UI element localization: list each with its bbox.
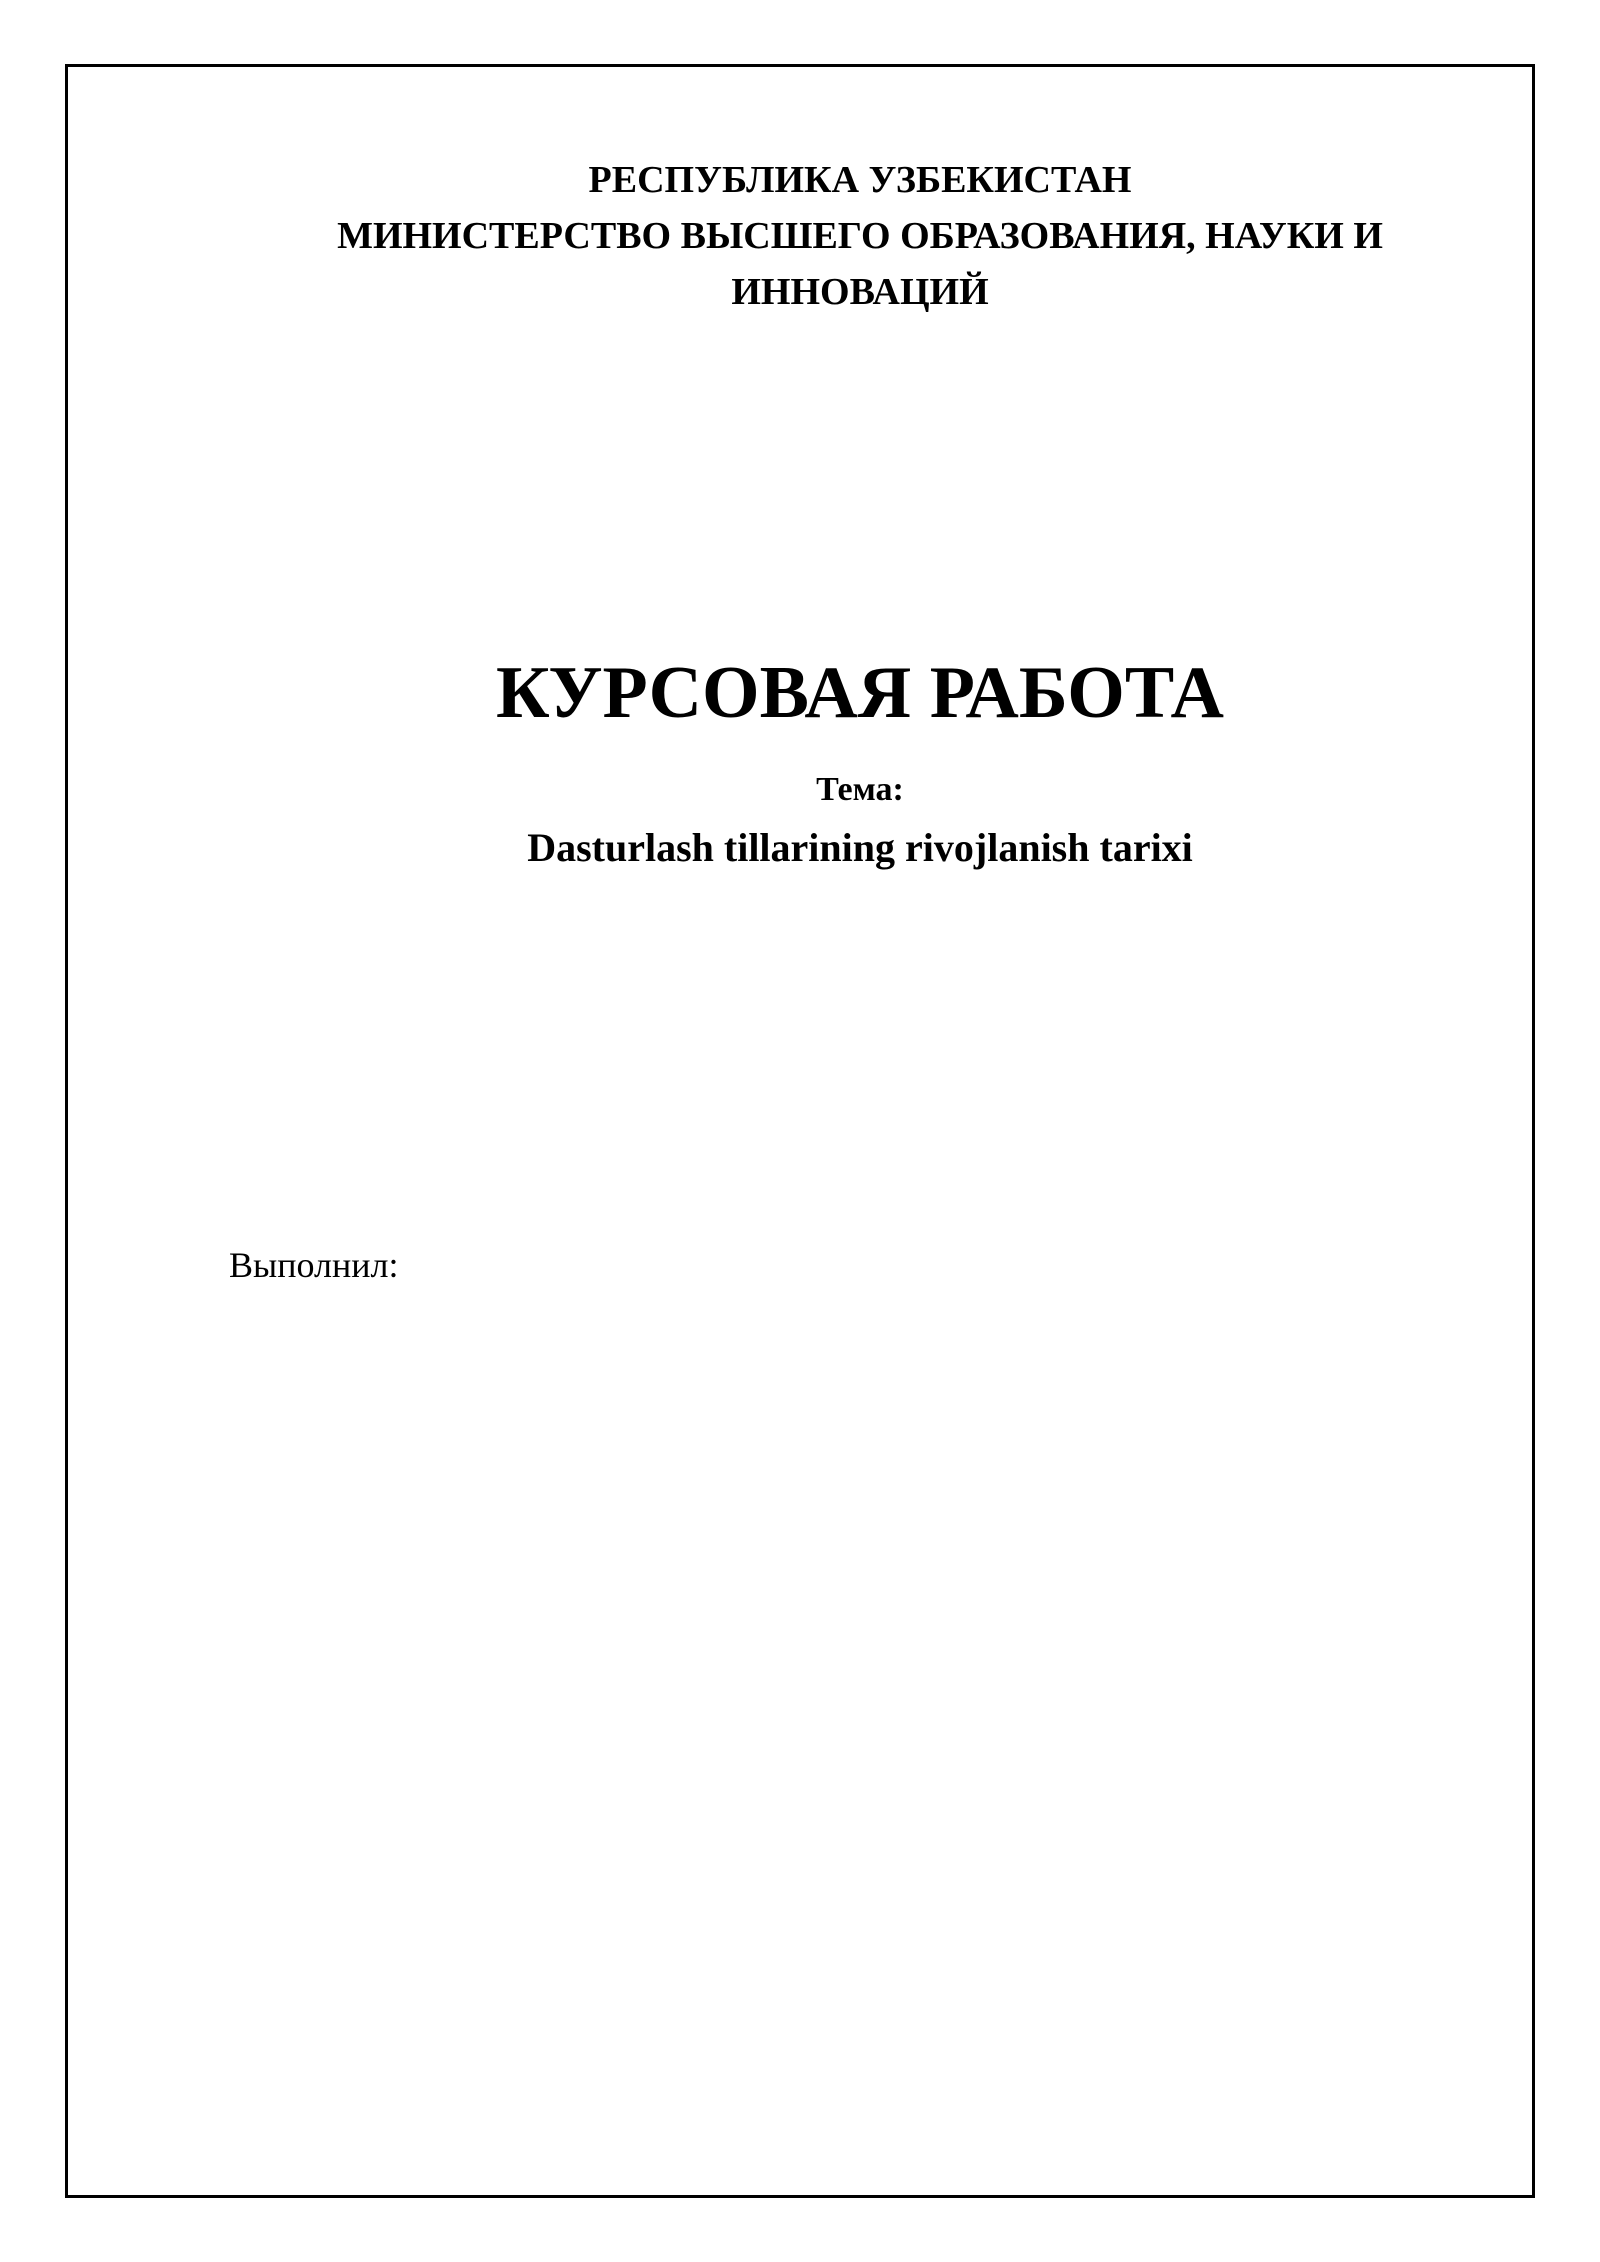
ministry-name-line1: МИНИСТЕРСТВО ВЫСШЕГО ОБРАЗОВАНИЯ, НАУКИ И — [337, 215, 1383, 257]
performed-by-label: Выполнил: — [229, 1245, 399, 1285]
institution-header — [200, 152, 1520, 320]
page-border — [65, 64, 1535, 2198]
topic-label: Тема: — [816, 771, 904, 808]
ministry-name-line2: ИННОВАЦИЙ — [731, 271, 989, 313]
topic-value: Dasturlash tillarining rivojlanish tarixi — [527, 825, 1193, 870]
country-name: РЕСПУБЛИКА УЗБЕКИСТАН — [588, 159, 1132, 201]
document-title: КУРСОВАЯ РАБОТА — [496, 652, 1224, 734]
